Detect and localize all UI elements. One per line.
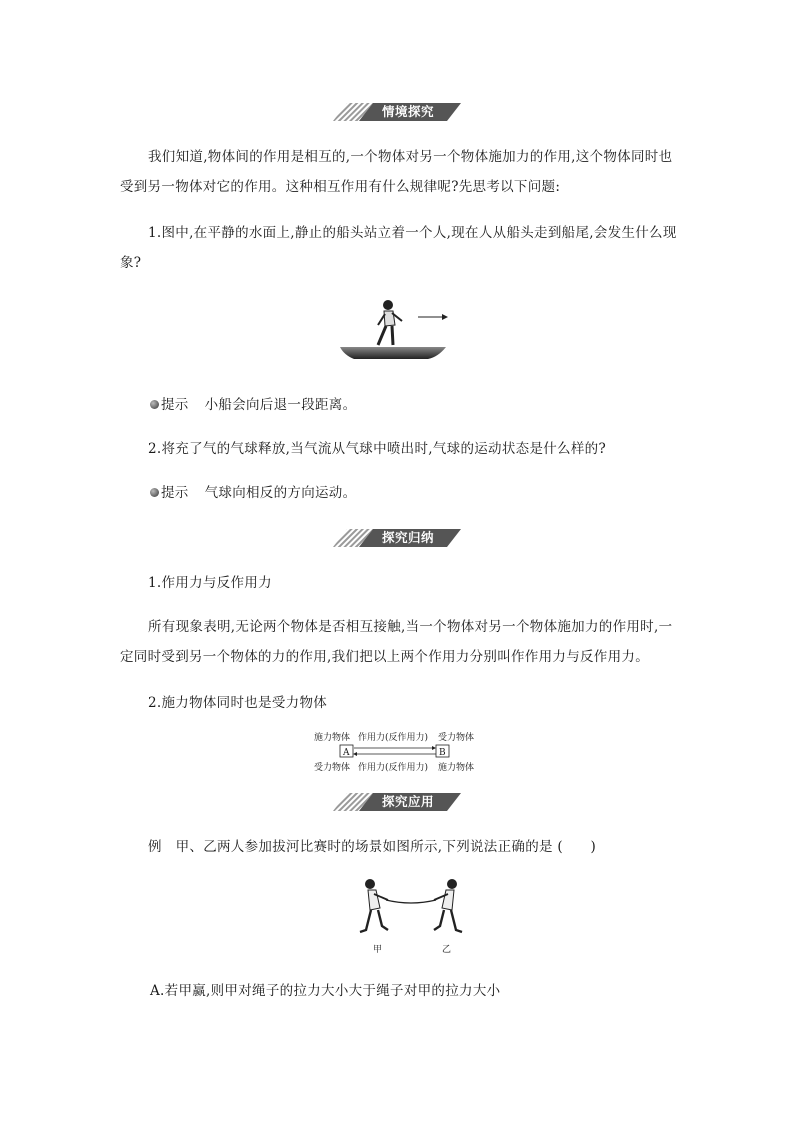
diagram-right-top: 受力物体 <box>438 733 475 743</box>
hint-text: 小船会向后退一段距离。 <box>204 397 357 413</box>
boat-figure <box>338 295 448 367</box>
hint-icon <box>150 488 159 497</box>
person-right-icon <box>434 879 462 932</box>
section-title: 探究应用 <box>381 794 434 809</box>
tug-of-war-figure <box>356 876 466 958</box>
person-left-label: 甲 <box>373 945 383 955</box>
box-a-label: A <box>343 748 350 758</box>
section-title: 探究归纳 <box>381 530 434 545</box>
hint-icon <box>150 400 159 409</box>
person-right-label: 乙 <box>442 945 452 955</box>
question-2: 2.将充了气的气球释放,当气流从气球中喷出时,气球的运动状态是什么样的? <box>148 441 606 457</box>
section-banner-application <box>333 793 461 811</box>
rope <box>386 900 436 903</box>
section-title: 情境探究 <box>381 104 434 119</box>
intro-paragraph: 我们知道,物体间的作用是相互的,一个物体对另一个物体施加力的作用,这个物体同时也受到另一物体对它的作用。这种相互作用有什么规律呢?先思考以下问题: <box>120 149 673 195</box>
diagram-arrow-top-label: 作用力(反作用力) <box>358 733 429 743</box>
summary-heading-1: 1.作用力与反作用力 <box>148 575 272 591</box>
diagram-left-bottom: 受力物体 <box>314 763 351 773</box>
hint-1 <box>150 390 710 420</box>
box-b-label: B <box>439 748 446 758</box>
force-diagram <box>312 729 482 775</box>
hint-label: 提示 <box>161 485 189 501</box>
person-left-icon <box>360 879 388 932</box>
example-question: 例 甲、乙两人参加拔河比赛时的场景如图所示,下列说法正确的是 ( ) <box>148 839 597 855</box>
diagram-right-bottom: 施力物体 <box>438 763 475 773</box>
hint-text: 气球向相反的方向运动。 <box>204 485 357 501</box>
diagram-arrow-bottom-label: 作用力(反作用力) <box>358 763 429 773</box>
diagram-left-top: 施力物体 <box>314 733 351 743</box>
summary-paragraph-1: 所有现象表明,无论两个物体是否相互接触,当一个物体对另一个物体施加力的作用时,一定同时受到另一个物体的力的作用,我们把以上两个作用力分别叫作作用力与反作用力。 <box>120 619 673 665</box>
person-icon <box>378 300 402 345</box>
summary-heading-2: 2.施力物体同时也是受力物体 <box>148 695 328 711</box>
hint-label: 提示 <box>161 397 189 413</box>
section-banner-situation <box>333 103 461 121</box>
boat-icon <box>340 347 446 359</box>
section-banner-summary <box>333 529 461 547</box>
question-1: 1.图中,在平静的水面上,静止的船头站立着一个人,现在人从船头走到船尾,会发生什么现象? <box>120 225 677 271</box>
hint-2 <box>150 478 710 508</box>
option-a: A.若甲赢,则甲对绳子的拉力大小大于绳子对甲的拉力大小 <box>150 983 501 999</box>
